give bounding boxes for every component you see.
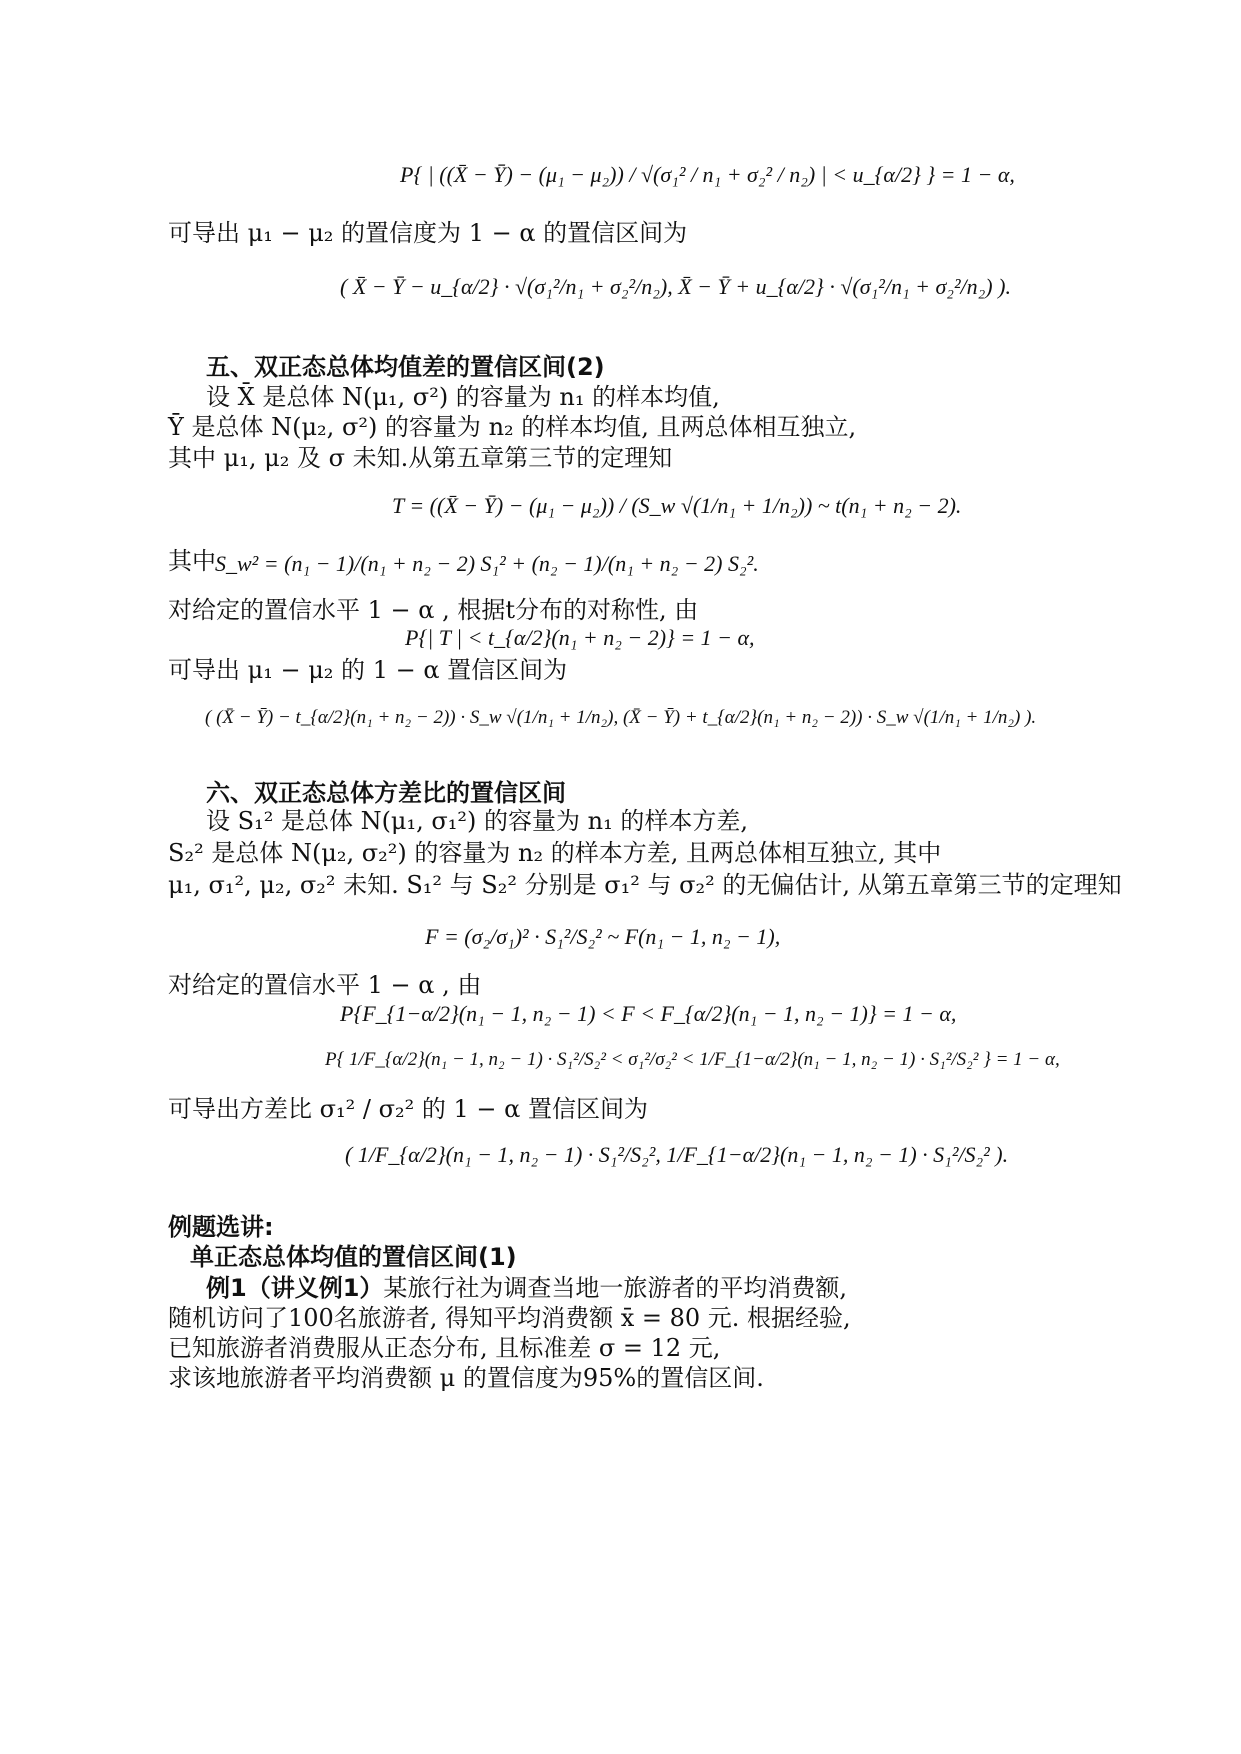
text-t7: 可导出 μ₁ − μ₂ 的 1 − α 置信区间为 <box>168 656 568 684</box>
formula-ci-known-variance: ( X̄ − Ȳ − u_{α/2} · √(σ₁²/n₁ + σ₂²/n₂), X̄ − Ȳ + u_{α/2} · √(σ₁²/n₁ + σ₂²/n₂) ). <box>340 274 1011 299</box>
formula-ci-unknown-variance: ( (X̄ − Ȳ) − t_{α/2}(n₁ + n₂ − 2)) · S_w √(1/n₁ + 1/n₂), (X̄ − Ȳ) + t_{α/2}(n₁ + n₂ − 2)) · S_w √(1/n₁ + 1/n₂) ). <box>205 707 1037 728</box>
formula-prob-u: P{ | ((X̄ − Ȳ) − (μ₁ − μ₂)) / √(σ₁² / n₁ + σ₂² / n₂) | < u_{α/2} } = 1 − α, <box>400 162 1015 187</box>
example-1-line-2: 随机访问了100名旅游者, 得知平均消费额 x̄ = 80 元. 根据经验, <box>168 1304 851 1332</box>
example-1-text: 某旅行社为调查当地一旅游者的平均消费额, <box>383 1274 848 1302</box>
example-1-line-1 <box>206 1273 847 1303</box>
formula-f-statistic: F = (σ₂/σ₁)² · S₁²/S₂² ~ F(n₁ − 1, n₂ − 1), <box>425 924 781 949</box>
text-t3: Ȳ 是总体 N(μ₂, σ²) 的容量为 n₂ 的样本均值, 且两总体相互独立, <box>168 413 857 441</box>
formula-t-statistic: T = ((X̄ − Ȳ) − (μ₁ − μ₂)) / (S_w √(1/n₁ + 1/n₂)) ~ t(n₁ + n₂ − 2). <box>392 493 962 518</box>
text-t4: 其中 μ₁, μ₂ 及 σ 未知.从第五章第三节的定理知 <box>168 444 673 472</box>
formula-prob-t: P{| T | < t_{α/2}(n₁ + n₂ − 2)} = 1 − α, <box>405 625 755 650</box>
section-heading-5: 五、双正态总体均值差的置信区间(2) <box>206 353 605 381</box>
text-t11: 对给定的置信水平 1 − α , 由 <box>168 971 482 999</box>
section-heading-6: 六、双正态总体方差比的置信区间 <box>206 779 566 807</box>
text-t5: 其中 <box>168 547 216 575</box>
formula-prob-variance-ratio: P{ 1/F_{α/2}(n₁ − 1, n₂ − 1) · S₁²/S₂² < σ₁²/σ₂² < 1/F_{1−α/2}(n₁ − 1, n₂ − 1) · S₁²/S₂² } = 1 − α, <box>325 1049 1060 1070</box>
text-t9: S₂² 是总体 N(μ₂, σ₂²) 的容量为 n₂ 的样本方差, 且两总体相互独立, 其中 <box>168 839 942 867</box>
example-topic-heading: 单正态总体均值的置信区间(1) <box>190 1243 517 1271</box>
text-t12: 可导出方差比 σ₁² / σ₂² 的 1 − α 置信区间为 <box>168 1095 648 1123</box>
formula-sw-squared: S_w² = (n₁ − 1)/(n₁ + n₂ − 2) S₁² + (n₂ − 1)/(n₁ + n₂ − 2) S₂². <box>215 551 759 576</box>
text-derive-ci-1: 可导出 μ₁ − μ₂ 的置信度为 1 − α 的置信区间为 <box>168 219 688 247</box>
example-1-label: 例1（讲义例1） <box>206 1274 384 1302</box>
text-t6: 对给定的置信水平 1 − α , 根据t分布的对称性, 由 <box>168 596 699 624</box>
examples-heading: 例题选讲: <box>168 1213 274 1241</box>
example-1-line-3: 已知旅游者消费服从正态分布, 且标准差 σ = 12 元, <box>168 1334 721 1362</box>
formula-ci-variance-ratio: ( 1/F_{α/2}(n₁ − 1, n₂ − 1) · S₁²/S₂², 1/F_{1−α/2}(n₁ − 1, n₂ − 1) · S₁²/S₂² ). <box>345 1142 1009 1167</box>
text-t2: 设 X̄ 是总体 N(μ₁, σ²) 的容量为 n₁ 的样本均值, <box>206 383 720 411</box>
example-1-line-4: 求该地旅游者平均消费额 μ 的置信度为95%的置信区间. <box>168 1364 764 1392</box>
text-t10: μ₁, σ₁², μ₂, σ₂² 未知. S₁² 与 S₂² 分别是 σ₁² 与 σ₂² 的无偏估计, 从第五章第三节的定理知 <box>168 871 1122 899</box>
text-t8: 设 S₁² 是总体 N(μ₁, σ₁²) 的容量为 n₁ 的样本方差, <box>206 807 748 835</box>
formula-prob-f: P{F_{1−α/2}(n₁ − 1, n₂ − 1) < F < F_{α/2}(n₁ − 1, n₂ − 1)} = 1 − α, <box>340 1001 957 1026</box>
